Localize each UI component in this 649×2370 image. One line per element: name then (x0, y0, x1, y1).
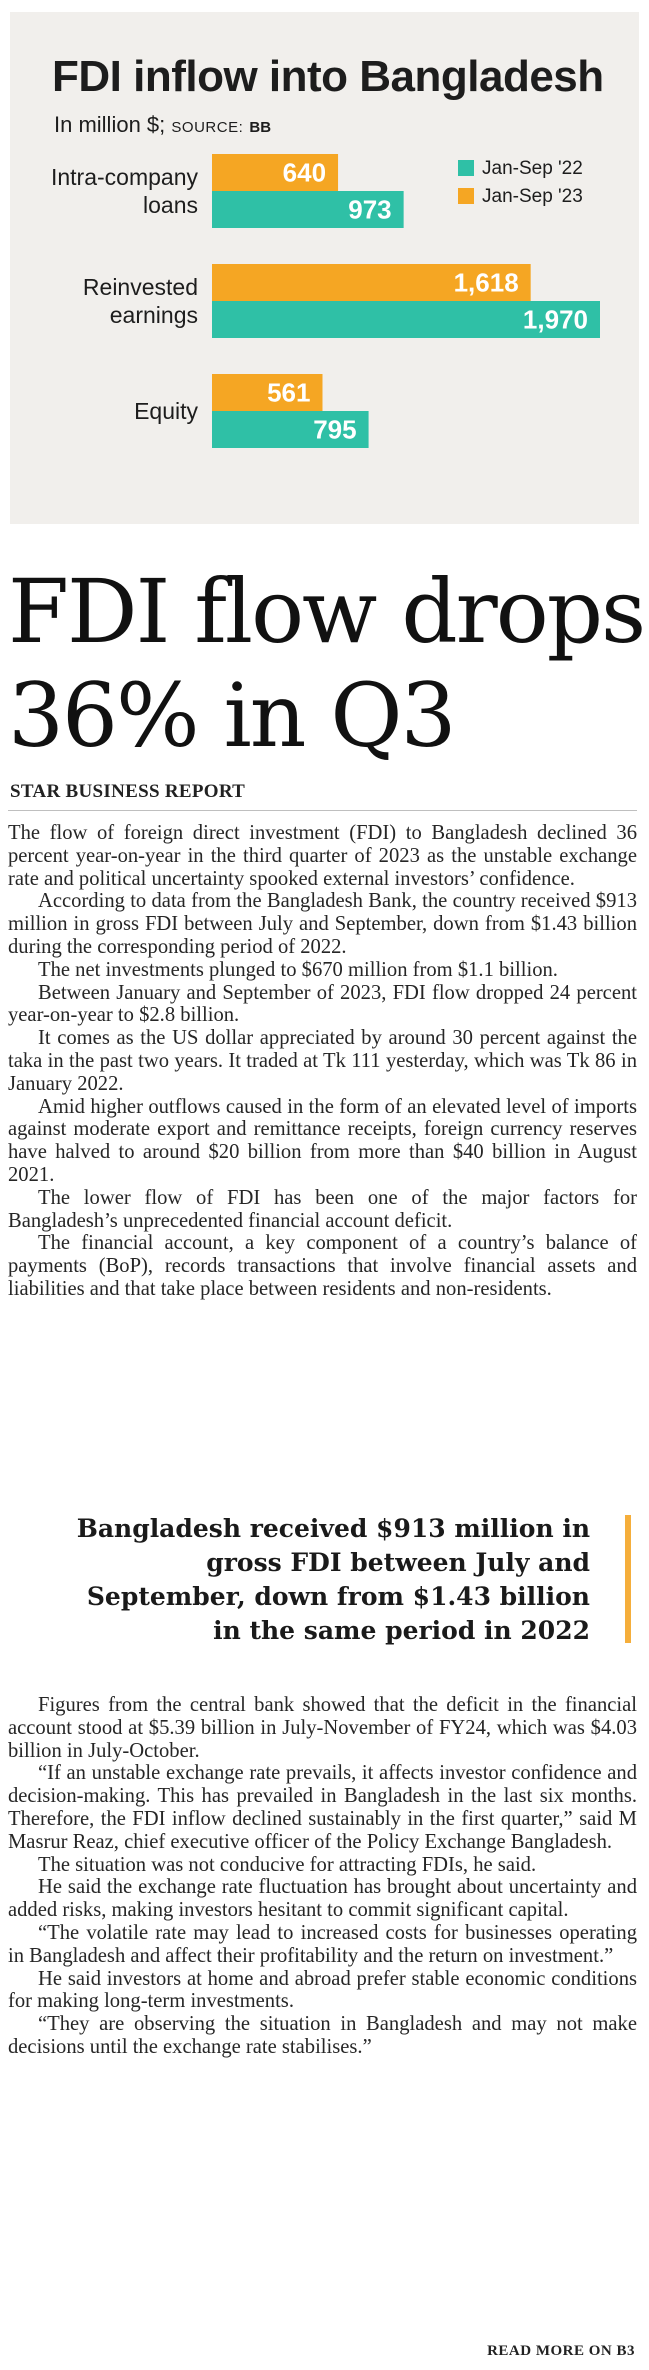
headline-line-1: FDI flow drops (8, 560, 645, 663)
bar-value-label: 640 (282, 157, 327, 188)
article-paragraph: The situation was not conducive for attracting FDIs, he said. (38, 1853, 537, 1876)
chart-unit-label: In million $; (54, 112, 166, 137)
article-paragraph: The net investments plunged to $670 million from $1.1 billion. (38, 958, 558, 981)
category-label: loans (143, 192, 198, 218)
article-paragraph: The financial account, a key component of a country’s balance of payments (BoP), records transactions that involve financial assets and liabilities and that take place between residents and non-residents. (8, 1232, 637, 1300)
article-paragraph: According to data from the Bangladesh Bank, the country received $913 million in gross FDI between July and September, down from $1.43 billion during the corresponding period of 2022. (8, 890, 637, 958)
chart-title: FDI inflow into Bangladesh (52, 52, 604, 101)
chart-source-value: BB (249, 119, 272, 136)
chart-panel (10, 12, 639, 524)
byline-divider (8, 810, 637, 811)
article-body-part-2 (8, 1694, 637, 2059)
article-paragraph: He said investors at home and abroad prefer stable economic conditions for making long-term investments. (8, 1967, 637, 2013)
article-paragraph: The flow of foreign direct investment (FDI) to Bangladesh declined 36 percent year-on-year in the third quarter of 2023 as the unstable exchange rate and political uncertainty spooked external investors’ confidence. (8, 822, 637, 890)
headline-line-2: 36% in Q3 (8, 664, 455, 767)
bar-value-label: 795 (313, 414, 357, 445)
article-body-part-1 (8, 822, 637, 1301)
legend-label: Jan-Sep '23 (482, 186, 583, 207)
fdi-bar-chart (10, 12, 639, 524)
category-label: Intra-company (50, 164, 198, 190)
article-paragraph: He said the exchange rate fluctuation has brought about uncertainty and added risks, making investors hesitant to commit significant capital. (8, 1876, 637, 1922)
chart-source-label: SOURCE: (171, 119, 244, 136)
category-label: Reinvested (82, 274, 198, 300)
article-paragraph: It comes as the US dollar appreciated by around 30 percent against the taka in the past two years. It traded at Tk 111 yesterday, which was Tk 86 in January 2022. (8, 1027, 637, 1095)
article-paragraph: Figures from the central bank showed that the deficit in the financial account stood at $5.39 billion in July-November of FY24, which was $4.03 billion in July-October. (8, 1694, 637, 1762)
article-headline (8, 560, 648, 768)
legend-label: Jan-Sep '22 (482, 158, 583, 179)
article-paragraph: “If an unstable exchange rate prevails, it affects investor confidence and decision-making. This has prevailed in Bangladesh in the last six months. Therefore, the FDI inflow declined sustainably in the first quarter,” said M Masrur Reaz, chief executive officer of the Policy Exchange Bangladesh. (8, 1762, 637, 1853)
pull-quote-accent-bar (625, 1515, 631, 1643)
legend-swatch (458, 160, 474, 176)
bar-value-label: 1,970 (522, 304, 588, 335)
article-paragraph: Between January and September of 2023, FDI flow dropped 24 percent year-on-year to $2.8 billion. (8, 981, 637, 1027)
bar-value-label: 561 (267, 377, 311, 408)
article-paragraph: “The volatile rate may lead to increased costs for businesses operating in Bangladesh and affect their profitability and the return on investment.” (8, 1921, 637, 1967)
article-paragraph: Amid higher outflows caused in the form of an elevated level of imports against moderate export and remittance receipts, foreign currency reserves have halved to around $20 billion from more than $40 billion in August 2021. (8, 1095, 637, 1186)
bar-value-label: 973 (348, 194, 392, 225)
pull-quote: Bangladesh received $913 million in gross FDI between July and September, down from $1.43 billion in the same period in 2022 (76, 1514, 590, 1645)
category-label: Equity (134, 398, 198, 424)
bar-value-label: 1,618 (453, 267, 519, 298)
article-paragraph: “They are observing the situation in Bangladesh and may not make decisions until the exchange rate stabilises.” (8, 2013, 637, 2058)
article-paragraph: The lower flow of FDI has been one of the major factors for Bangladesh’s unprecedented financial account deficit. (8, 1186, 637, 1232)
byline: STAR BUSINESS REPORT (10, 781, 246, 802)
category-label: earnings (109, 302, 198, 328)
read-more-link[interactable]: READ MORE ON B3 (487, 2343, 635, 2359)
legend-swatch (458, 188, 474, 204)
